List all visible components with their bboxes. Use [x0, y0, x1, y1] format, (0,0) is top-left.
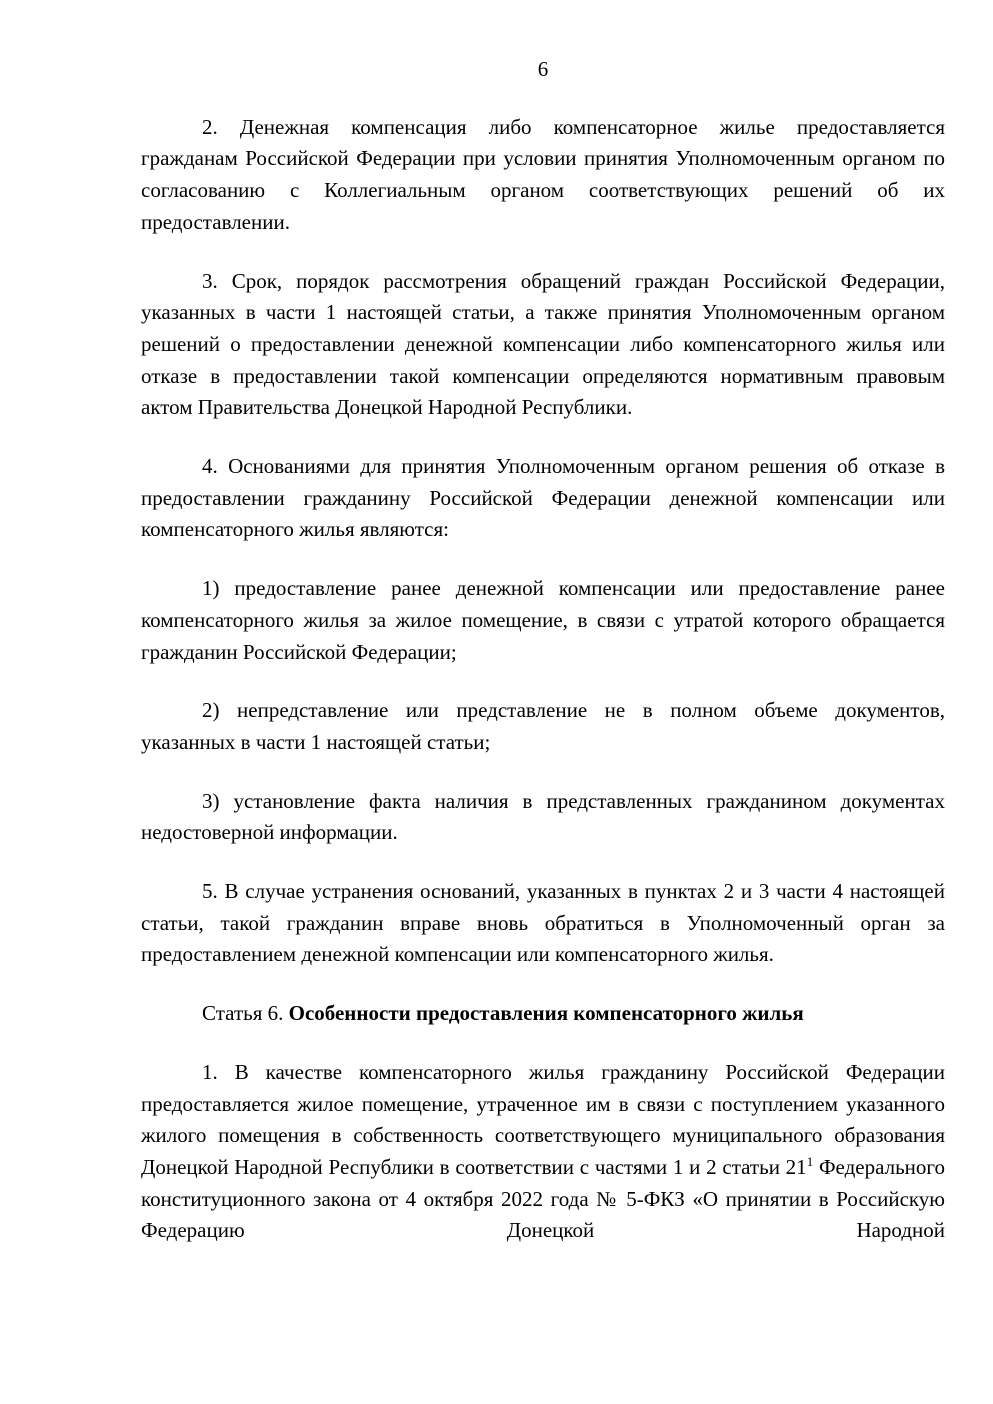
paragraph-part-2: 2. Денежная компенсация либо компенсаторное жилье предоставляется гражданам Российской Федерации при условии принятия Уполномоченным органом по согласованию с Коллегиальным органом соответствующих решений об их предоставлении. [141, 114, 945, 234]
text-before-superscript: 1. В качестве компенсаторного жилья гражданину Российской Федерации предоставляется жилое помещение, утраченное им в связи с поступлением указанного жилого помещения в собственность соответствующего муниципального образования Донецкой Народной Республики в соответствии с частями 1 и 2 статьи 21 [141, 1059, 945, 1179]
page-number: 6 [537, 57, 549, 81]
paragraph-item-1: 1) предоставление ранее денежной компенсации или предоставление ранее компенсаторного жилья за жилое помещение, в связи с утратой которого обращается гражданин Российской Федерации; [141, 576, 945, 664]
paragraph-item-2: 2) непредставление или представление не в полном объеме документов, указанных в части 1 настоящей статьи; [141, 698, 945, 754]
article-6-title: Особенности предоставления компенсаторного жилья [288, 1001, 804, 1026]
paragraph-part-4: 4. Основаниями для принятия Уполномоченным органом решения об отказе в предоставлении гражданину Российской Федерации денежной компенсации или компенсаторного жилья являются: [141, 454, 945, 542]
paragraph-item-3: 3) установление факта наличия в представленных гражданином документах недостоверной информации. [141, 788, 945, 845]
paragraph-part-3: 3. Срок, порядок рассмотрения обращений граждан Российской Федерации, указанных в части 1 настоящей статьи, а также принятия Уполномоченным органом решений о предоставлении денежной компенсации либо компенсаторного жилья или отказе в предоставлении такой компенсации определяются нормативным правовым актом Правительства Донецкой Народной Республики. [141, 268, 945, 420]
text-after-superscript: Федерального конституционного закона от 4 октября 2022 года № 5-ФКЗ «О принятии в Российскую Федерацию Донецкой Народной [141, 1154, 945, 1243]
paragraph-part-5: 5. В случае устранения оснований, указанных в пунктах 2 и 3 части 4 настоящей статьи, такой гражданин вправе вновь обратиться в Уполномоченный орган за предоставлением денежной компенсации или компенсаторного жилья. [141, 879, 945, 967]
article-6-label: Статья 6. [202, 1001, 289, 1026]
superscript-article-reference: 1 [806, 1153, 814, 1169]
article-6-heading [141, 998, 945, 1030]
paragraph-article-6-part-1 [141, 1057, 945, 1247]
